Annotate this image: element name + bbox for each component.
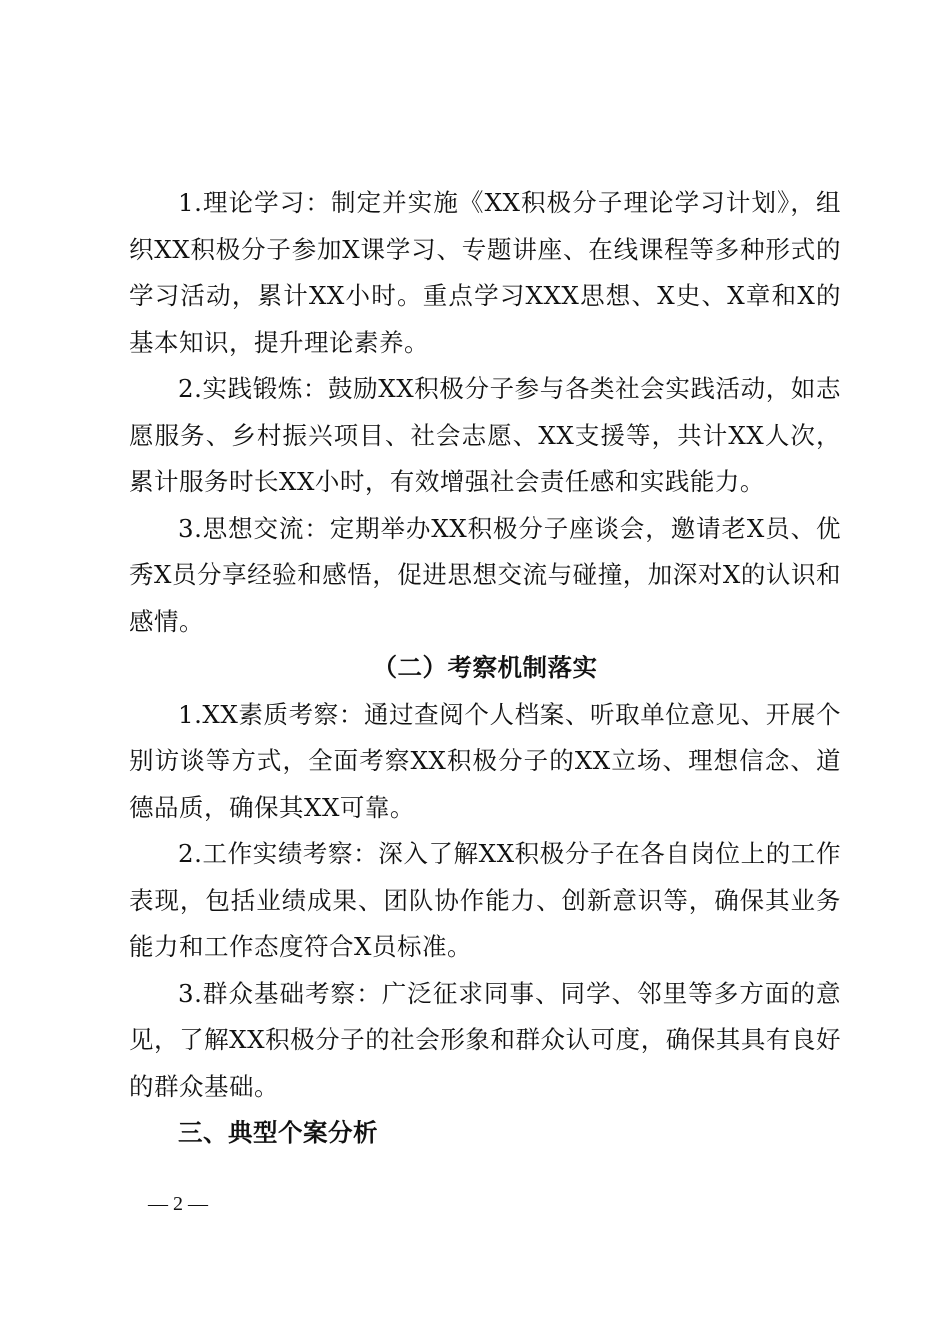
page-number: — 2 — [148, 1193, 208, 1215]
paragraph-work-performance: 2.工作实绩考察：深入了解XX积极分子在各自岗位上的工作表现，包括业绩成果、团队协作能力、创新意识等，确保其业务能力和工作态度符合X员标准。 [129, 839, 841, 961]
paragraph-theory-study: 1.理论学习：制定并实施《XX积极分子理论学习计划》，组织XX积极分子参加X课学习、专题讲座、在线课程等多种形式的学习活动，累计XX小时。重点学习XXX思想、X史、X章和X的基本知识，提升理论素养。 [129, 188, 841, 357]
section-heading-case-analysis: 三、典型个案分析 [178, 1118, 378, 1147]
section-subheading-inspection: （二）考察机制落实 [372, 653, 598, 682]
paragraph-practice-training: 2.实践锻炼：鼓励XX积极分子参与各类社会实践活动，如志愿服务、乡村振兴项目、社会志愿、XX支援等，共计XX人次，累计服务时长XX小时，有效增强社会责任感和实践能力。 [129, 374, 841, 496]
paragraph-idea-exchange: 3.思想交流：定期举办XX积极分子座谈会，邀请老X员、优秀X员分享经验和感悟，促进思想交流与碰撞，加深对X的认识和感情。 [129, 513, 841, 636]
document-body [129, 180, 841, 1157]
paragraph-quality-inspection: 1.XX素质考察：通过查阅个人档案、听取单位意见、开展个别访谈等方式，全面考察XX积极分子的XX立场、理想信念、道德品质，确保其XX可靠。 [129, 699, 841, 822]
paragraph-mass-base: 3.群众基础考察：广泛征求同事、同学、邻里等多方面的意见，了解XX积极分子的社会形象和群众认可度，确保其具有良好的群众基础。 [129, 978, 841, 1101]
